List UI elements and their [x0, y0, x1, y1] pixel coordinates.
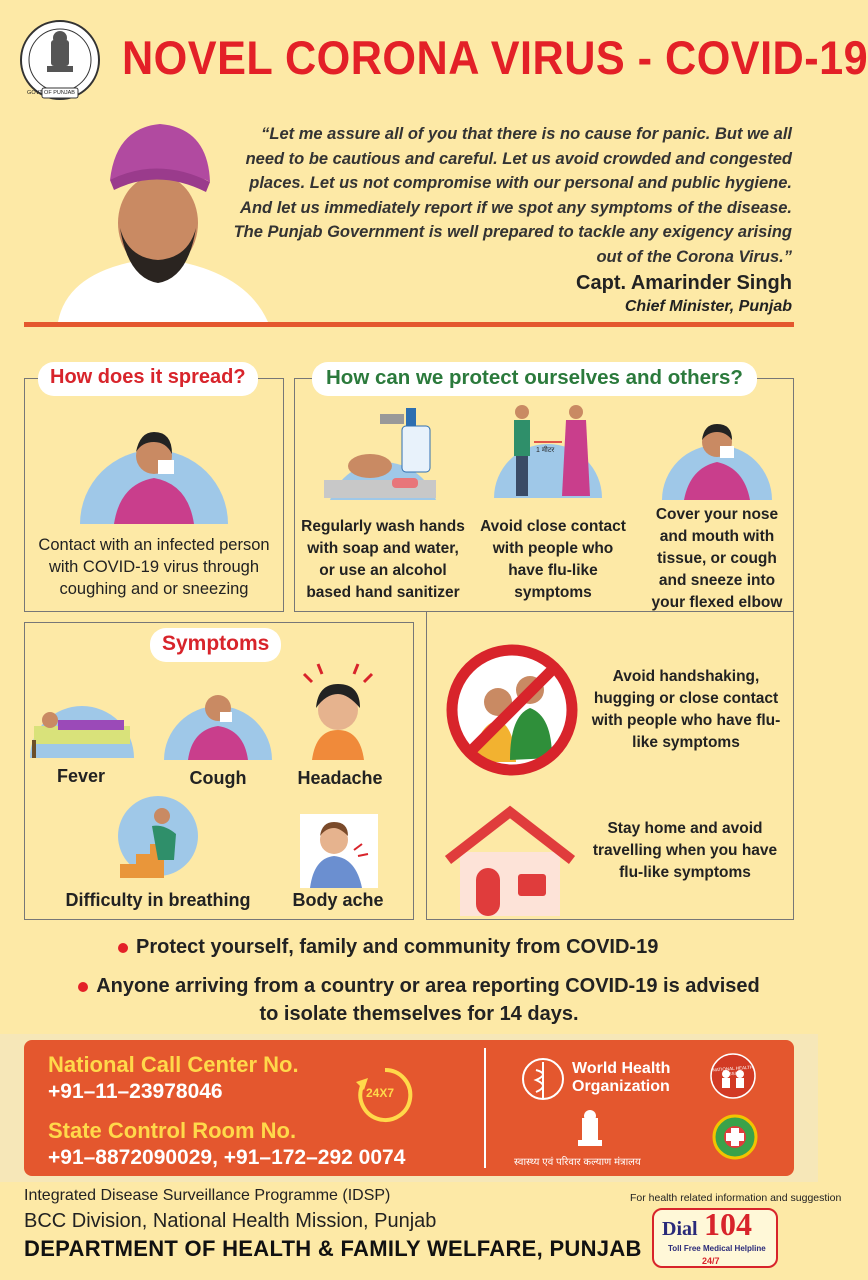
footer-department: DEPARTMENT OF HEALTH & FAMILY WELFARE, PUNJAB: [24, 1236, 642, 1261]
footer-bcc: BCC Division, National Health Mission, Punjab: [24, 1210, 437, 1232]
protect-heading: How can we protect ourselves and others?: [312, 362, 757, 396]
protect-item-stay-home: Stay home and avoid travelling when you have flu-like symptoms: [592, 820, 778, 881]
fever-illustration: [30, 690, 134, 758]
bullet-protect-text: Protect yourself, family and community from COVID-19: [136, 936, 659, 958]
badge-24x7: 24X7: [366, 1086, 395, 1100]
distance-label: 1 मीटर: [536, 447, 555, 454]
bullet-protect: [118, 936, 658, 959]
headache-illustration: [298, 660, 378, 760]
nhm-label: NATIONAL HEALTH MISSION: [712, 1064, 754, 1077]
spread-text: Contact with an infected person with COVID-19 virus through coughing and or sneezing: [38, 536, 270, 598]
house-icon: [446, 808, 574, 916]
national-call-number[interactable]: +91–11–23978046: [48, 1080, 223, 1103]
symptom-fever: Fever: [56, 766, 106, 786]
who-logo-icon: [518, 1056, 568, 1102]
no-handshake-icon: [444, 642, 580, 778]
ashoka-emblem-icon: [572, 1108, 608, 1150]
cough-illustration: [164, 684, 272, 760]
bullet-isolate-text: Anyone arriving from a country or area reporting COVID-19 is advised to isolate themselves for 14 days.: [96, 975, 760, 1025]
state-control-number[interactable]: +91–8872090029, +91–172–292 0074: [48, 1146, 406, 1169]
cm-name: Capt. Amarinder Singh: [576, 272, 792, 294]
health-globe-icon: [712, 1114, 758, 1160]
ministry-label: स्वास्थ्य एवं परिवार कल्याण मंत्रालय: [514, 1157, 641, 1168]
symptom-headache: Headache: [297, 768, 383, 788]
protect-item-handshake: Avoid handshaking, hugging or close contact with people who have flu-like symptoms: [591, 668, 781, 751]
cm-quote: “Let me assure all of you that there is no cause for panic. But we all need to be cautious and careful. Let us avoid crowded and congested places. Let us not compromise with our personal and public hygiene. And let us immediately report if we spot any symptoms of the disease. The Punjab Government is well prepared to tackle any exigency arising out of the Corona Virus.”: [233, 125, 792, 266]
footer-idsp: Integrated Disease Surveillance Programme (IDSP): [24, 1187, 391, 1204]
dial-subtitle: Toll Free Medical Helpline: [668, 1244, 766, 1253]
protect-item-distance: Avoid close contact with people who have flu-like symptoms: [480, 518, 626, 601]
bullet-dot-icon: [118, 943, 128, 953]
coughing-woman-illustration: [80, 414, 228, 524]
who-label-line2: Organization: [572, 1078, 670, 1095]
who-label-line1: World Health: [572, 1060, 671, 1077]
spread-heading: How does it spread?: [38, 362, 258, 396]
symptom-cough: Cough: [189, 768, 247, 788]
protect-item-cover: Cover your nose and mouth with tissue, or cough and sneeze into your flexed elbow: [651, 506, 783, 611]
emblem-caption: GOVT OF PUNJAB: [27, 90, 75, 96]
handwash-illustration: [320, 404, 440, 500]
symptoms-heading: Symptoms: [150, 628, 281, 662]
national-call-title: National Call Center No.: [48, 1052, 299, 1077]
symptom-body-ache: Body ache: [292, 890, 384, 910]
dial-note: For health related information and suggestion: [630, 1192, 842, 1204]
protect-item-handwash: Regularly wash hands with soap and water, or use an alcohol based hand sanitizer: [301, 518, 465, 601]
breathing-illustration: [116, 794, 200, 878]
helpline-divider: [484, 1048, 486, 1168]
cover-mouth-illustration: [662, 410, 772, 500]
state-control-title: State Control Room No.: [48, 1118, 297, 1143]
body-ache-illustration: [300, 814, 378, 888]
dial-number: 104: [704, 1206, 752, 1242]
cm-role: Chief Minister, Punjab: [624, 298, 792, 315]
page-title: NOVEL CORONA VIRUS - COVID-19: [122, 31, 868, 84]
dial-247: 24/7: [702, 1256, 720, 1266]
divider: [24, 322, 794, 327]
bullet-dot-icon: [78, 982, 88, 992]
bullet-isolate: [74, 972, 764, 1028]
dial-word: Dial: [662, 1218, 698, 1240]
symptom-breathing: Difficulty in breathing: [65, 890, 251, 910]
